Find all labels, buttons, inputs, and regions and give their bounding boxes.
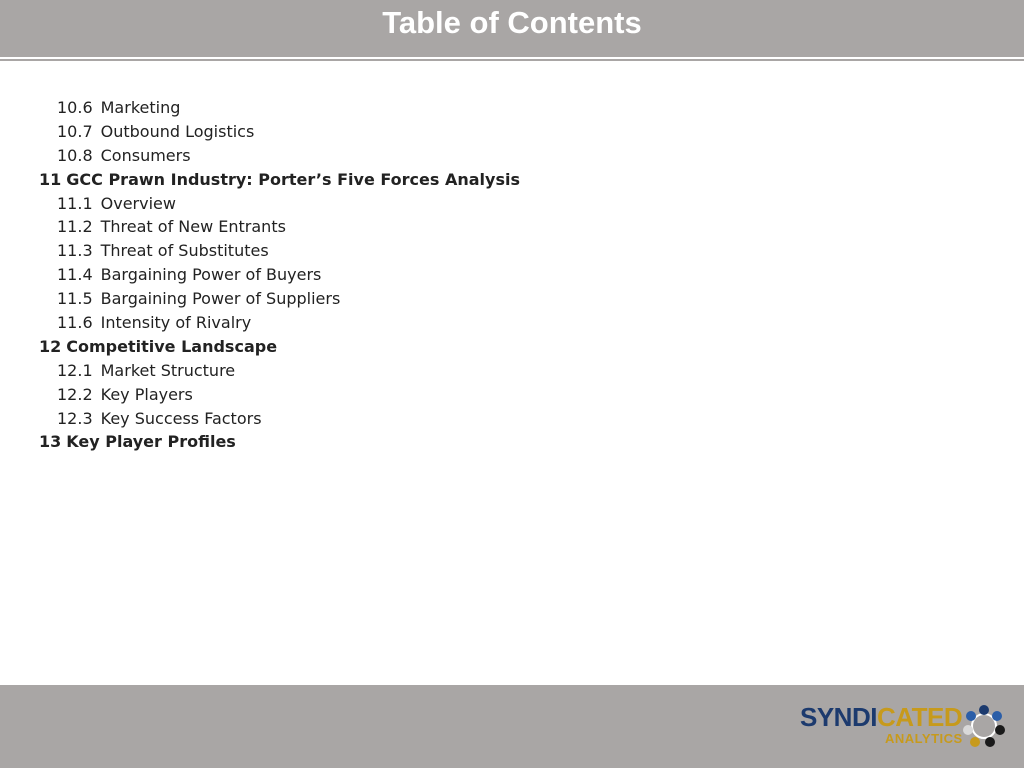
syndicated-analytics-logo xyxy=(800,701,1010,753)
toc-label: Market Structure xyxy=(100,360,236,380)
toc-number: 12.2 xyxy=(57,384,93,404)
table-of-contents xyxy=(39,96,520,454)
toc-item-11-3 xyxy=(39,239,520,263)
toc-item-12-3 xyxy=(39,407,520,431)
toc-section-13 xyxy=(39,430,520,454)
toc-item-10-8 xyxy=(39,144,520,168)
toc-item-12-1 xyxy=(39,359,520,383)
toc-label: Threat of Substitutes xyxy=(100,241,269,261)
toc-item-11-6 xyxy=(39,311,520,335)
toc-number: 12.3 xyxy=(57,408,93,428)
toc-label: Intensity of Rivalry xyxy=(100,313,252,333)
toc-item-11-2 xyxy=(39,215,520,239)
toc-number: 13 xyxy=(39,432,62,452)
logo-dots-icon xyxy=(962,703,1006,749)
toc-label: Overview xyxy=(100,193,176,213)
toc-number: 10.6 xyxy=(57,98,93,117)
toc-number: 12 xyxy=(39,336,62,356)
toc-number: 11.1 xyxy=(57,193,93,213)
toc-number: 11.2 xyxy=(57,217,93,237)
logo-wordmark-dark: SYNDI xyxy=(800,702,877,732)
toc-number: 12.1 xyxy=(57,360,93,380)
toc-label: Consumers xyxy=(100,145,191,165)
header-divider xyxy=(0,59,1024,61)
toc-item-11-1 xyxy=(39,192,520,216)
toc-label: Key Player Profiles xyxy=(66,432,236,452)
toc-label: Key Success Factors xyxy=(100,408,262,428)
toc-label: Threat of New Entrants xyxy=(100,217,286,237)
toc-section-11 xyxy=(39,168,520,192)
toc-number: 11 xyxy=(39,169,62,189)
toc-label: Bargaining Power of Suppliers xyxy=(100,289,341,309)
toc-number: 11.5 xyxy=(57,289,93,309)
toc-section-12 xyxy=(39,335,520,359)
toc-item-11-5 xyxy=(39,287,520,311)
toc-item-12-2 xyxy=(39,383,520,407)
toc-item-10-7 xyxy=(39,120,520,144)
toc-number: 11.3 xyxy=(57,241,93,261)
toc-item-11-4 xyxy=(39,263,520,287)
toc-label: GCC Prawn Industry: Porter’s Five Forces Analysis xyxy=(66,169,520,189)
toc-number: 11.6 xyxy=(57,313,93,333)
toc-label: Competitive Landscape xyxy=(66,336,278,356)
toc-number: 10.8 xyxy=(57,145,93,165)
toc-number: 11.4 xyxy=(57,265,93,285)
toc-label: Marketing xyxy=(100,98,181,117)
toc-label: Key Players xyxy=(100,384,193,404)
logo-subtitle: ANALYTICS xyxy=(885,731,963,746)
header-bar xyxy=(0,0,1024,57)
logo-wordmark xyxy=(800,703,962,731)
toc-number: 10.7 xyxy=(57,121,93,141)
toc-label: Bargaining Power of Buyers xyxy=(100,265,322,285)
toc-label: Outbound Logistics xyxy=(100,121,255,141)
logo-wordmark-gold: CATED xyxy=(876,702,963,732)
toc-item-10-6 xyxy=(39,96,520,120)
page-title: Table of Contents xyxy=(382,5,642,40)
